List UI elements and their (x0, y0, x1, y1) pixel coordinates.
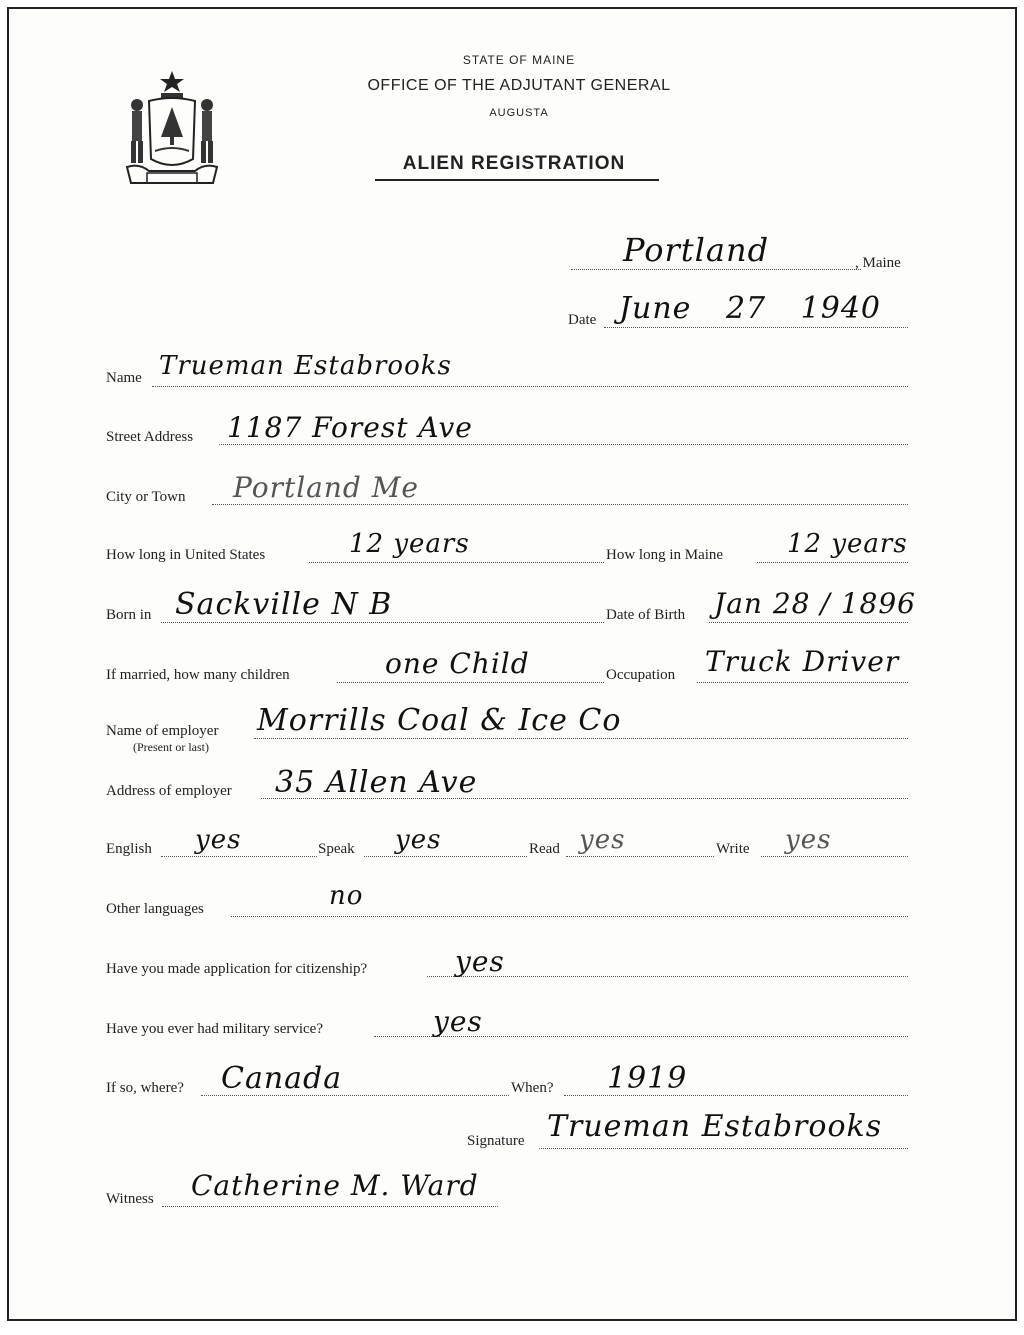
employer-line (254, 738, 908, 739)
state-heading: STATE OF MAINE (462, 53, 576, 67)
how-long-maine-entry: 12 years (787, 529, 908, 559)
when-entry: 1919 (607, 1061, 688, 1096)
date-label: Date (568, 312, 597, 328)
employer-entry: Morrills Coal & Ice Co (257, 703, 622, 738)
how-long-us-label: How long in United States (106, 547, 266, 563)
street-line (219, 444, 908, 445)
city-line (212, 504, 908, 505)
form-title: ALIEN REGISTRATION (402, 153, 626, 174)
citizenship-entry: yes (455, 945, 505, 978)
born-in-line (161, 622, 604, 623)
read-label: Read (529, 841, 560, 857)
speak-label: Speak (318, 841, 355, 857)
employer-address-entry: 35 Allen Ave (275, 765, 478, 800)
how-long-maine-label: How long in Maine (606, 547, 724, 563)
citizenship-label: Have you made application for citizenship? (106, 961, 368, 977)
name-line (152, 386, 908, 387)
date-line (604, 327, 908, 328)
city-entry: Portland Me (233, 471, 419, 504)
children-label: If married, how many children (106, 667, 290, 683)
name-entry: Trueman Estabrooks (159, 351, 452, 381)
registration-form (7, 7, 1017, 1321)
signature-line (539, 1148, 908, 1149)
title-underline (375, 179, 659, 181)
city-label: City or Town (106, 489, 186, 505)
occupation-label: Occupation (606, 667, 676, 683)
born-in-entry: Sackville N B (175, 587, 393, 622)
other-languages-entry: no (329, 881, 364, 911)
date-entry: June 27 1940 (619, 291, 882, 326)
how-long-maine-line (757, 562, 908, 563)
english-line (161, 856, 317, 857)
signature-entry: Trueman Estabrooks (547, 1109, 883, 1144)
place-line (571, 269, 861, 270)
street-entry: 1187 Forest Ave (227, 411, 473, 444)
children-entry: one Child (385, 647, 530, 680)
other-languages-line (231, 916, 908, 917)
occupation-entry: Truck Driver (705, 645, 900, 678)
read-entry: yes (579, 825, 626, 855)
speak-line (364, 856, 527, 857)
occupation-line (697, 682, 908, 683)
witness-label: Witness (106, 1191, 154, 1207)
date-of-birth-label: Date of Birth (606, 607, 686, 623)
witness-entry: Catherine M. Ward (191, 1169, 479, 1202)
employer-address-label: Address of employer (106, 783, 232, 799)
employer-label: Name of employer (106, 723, 219, 739)
when-label: When? (511, 1080, 554, 1096)
write-label: Write (716, 841, 750, 857)
signature-label: Signature (467, 1133, 525, 1149)
other-languages-label: Other languages (106, 901, 204, 917)
state-seal-icon (119, 67, 225, 195)
employer-sublabel: (Present or last) (133, 740, 209, 754)
read-line (566, 856, 714, 857)
name-label: Name (106, 370, 142, 386)
military-label: Have you ever had military service? (106, 1021, 323, 1037)
military-entry: yes (433, 1005, 483, 1038)
english-entry: yes (195, 825, 242, 855)
date-of-birth-entry: Jan 28 / 1896 (714, 587, 916, 620)
street-label: Street Address (106, 429, 194, 445)
children-line (337, 682, 604, 683)
place-entry: Portland (623, 231, 770, 269)
city-heading: AUGUSTA (489, 107, 549, 119)
english-label: English (106, 841, 152, 857)
where-label: If so, where? (106, 1080, 184, 1096)
maine-label: , Maine (855, 255, 901, 271)
how-long-us-entry: 12 years (349, 529, 470, 559)
write-line (761, 856, 908, 857)
witness-line (162, 1206, 498, 1207)
born-in-label: Born in (106, 607, 152, 623)
where-entry: Canada (221, 1061, 343, 1096)
how-long-us-line (309, 562, 604, 563)
write-entry: yes (785, 825, 832, 855)
speak-entry: yes (395, 825, 442, 855)
office-heading: OFFICE OF THE ADJUTANT GENERAL (367, 77, 671, 94)
date-of-birth-line (709, 622, 908, 623)
